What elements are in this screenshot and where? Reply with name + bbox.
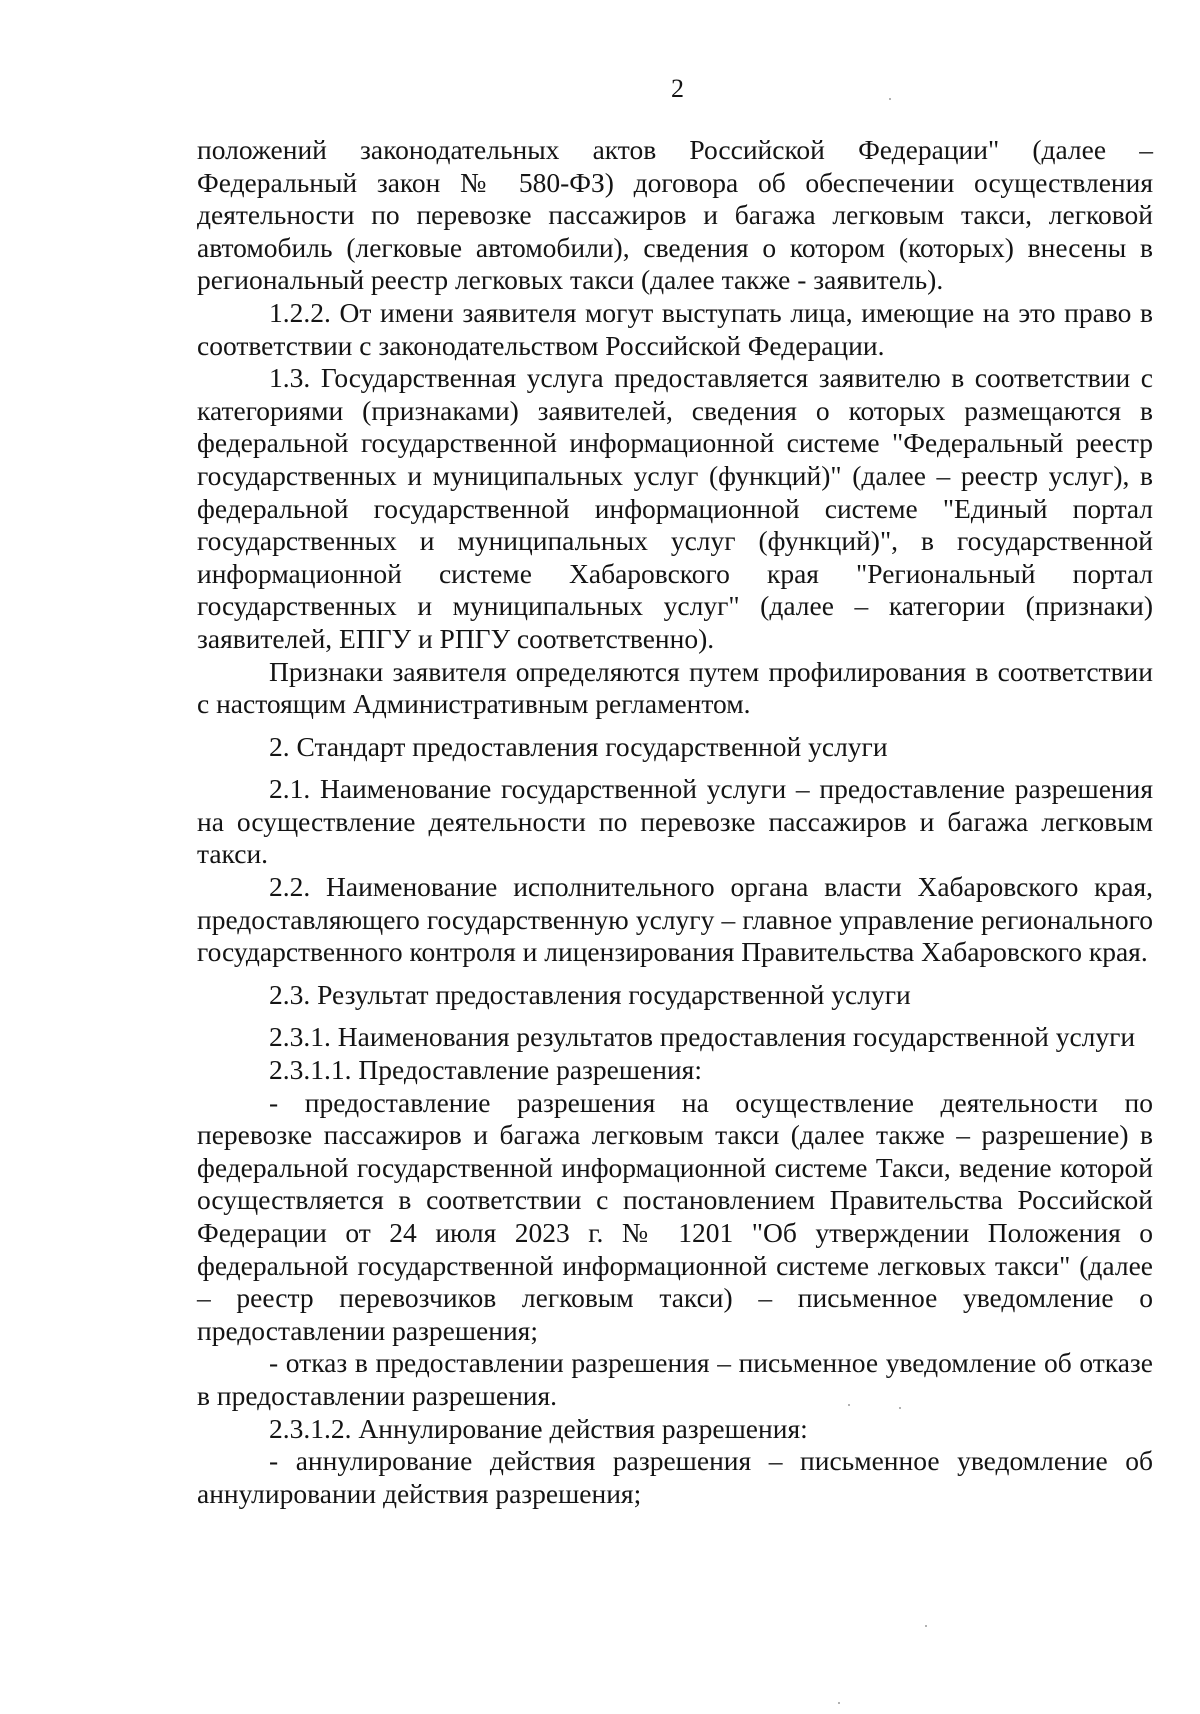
list-item-permit-granted: - предоставление разрешения на осуществление деятельности по перевозке пассажиров и багажа легковым такси (далее также – разрешение) в федеральной государственной информационной системе Такси, ведение которой осуществляется в соответствии с постановлением Правительства Российской Федерации от 24 июля 2023 г. № 1201 "Об утверждении Положения о федеральной государственной информационной системе легковых такси" (далее – реестр перевозчиков легковым такси) – письменное уведомление о предоставлении разрешения;	[197, 1086, 1153, 1346]
document-body	[197, 134, 1153, 1510]
paragraph-2-1: 2.1. Наименование государственной услуги – предоставление разрешения на осуществление деятельности по перевозке пассажиров и багажа легковым такси.	[197, 773, 1153, 870]
paragraph-applicant-definition: положений законодательных актов Российской Федерации" (далее – Федеральный закон № 580-ФЗ) договора об обеспечении осуществления деятельности по перевозке пассажиров и багажа легковым такси, легковой автомобиль (легковые автомобили), сведения о котором (которых) внесены в региональный реестр легковых такси (далее также - заявитель).	[197, 134, 1153, 296]
scan-speck	[925, 1625, 927, 1627]
paragraph-2-2: 2.2. Наименование исполнительного органа власти Хабаровского края, предоставляющего государственную услугу – главное управление регионального государственного контроля и лицензирования Правительства Хабаровского края.	[197, 871, 1153, 968]
scan-speck	[838, 1702, 840, 1704]
paragraph-2-3-1-2: 2.3.1.2. Аннулирование действия разрешения:	[269, 1412, 808, 1444]
scan-speck	[848, 1404, 850, 1406]
list-item-permit-annulled: - аннулирование действия разрешения – письменное уведомление об аннулировании действия разрешения;	[197, 1445, 1153, 1509]
paragraph-applicant-profiling: Признаки заявителя определяются путем профилирования в соответствии с настоящим Административным регламентом.	[197, 655, 1153, 720]
scan-speck	[889, 98, 891, 100]
section-heading-2-3: 2.3. Результат предоставления государственной услуги	[269, 978, 911, 1010]
paragraph-2-3-1: 2.3.1. Наименования результатов предоставления государственной услуги	[269, 1021, 1136, 1053]
list-item-permit-refused: - отказ в предоставлении разрешения – письменное уведомление об отказе в предоставлении разрешения.	[197, 1347, 1153, 1411]
paragraph-1-3: 1.3. Государственная услуга предоставляется заявителю в соответствии с категориями (признаками) заявителей, сведения о которых размещаются в федеральной государственной информационной системе "Федеральный реестр государственных и муниципальных услуг (функций)" (далее – реестр услуг), в федеральной государственной информационной системе "Единый портал государственных и муниципальных услуг (функций)", в государственной информационной системе Хабаровского края "Региональный портал государственных и муниципальных услуг" (далее – категории (признаки) заявителей, ЕПГУ и РПГУ соответственно).	[197, 362, 1153, 654]
paragraph-1-2-2: 1.2.2. От имени заявителя могут выступать лица, имеющие на это право в соответствии с законодательством Российской Федерации.	[197, 296, 1153, 361]
page-number: 2	[671, 74, 684, 103]
paragraph-2-3-1-1: 2.3.1.1. Предоставление разрешения:	[269, 1054, 702, 1086]
scan-speck	[899, 1407, 901, 1409]
section-heading-2: 2. Стандарт предоставления государственной услуги	[269, 730, 888, 762]
